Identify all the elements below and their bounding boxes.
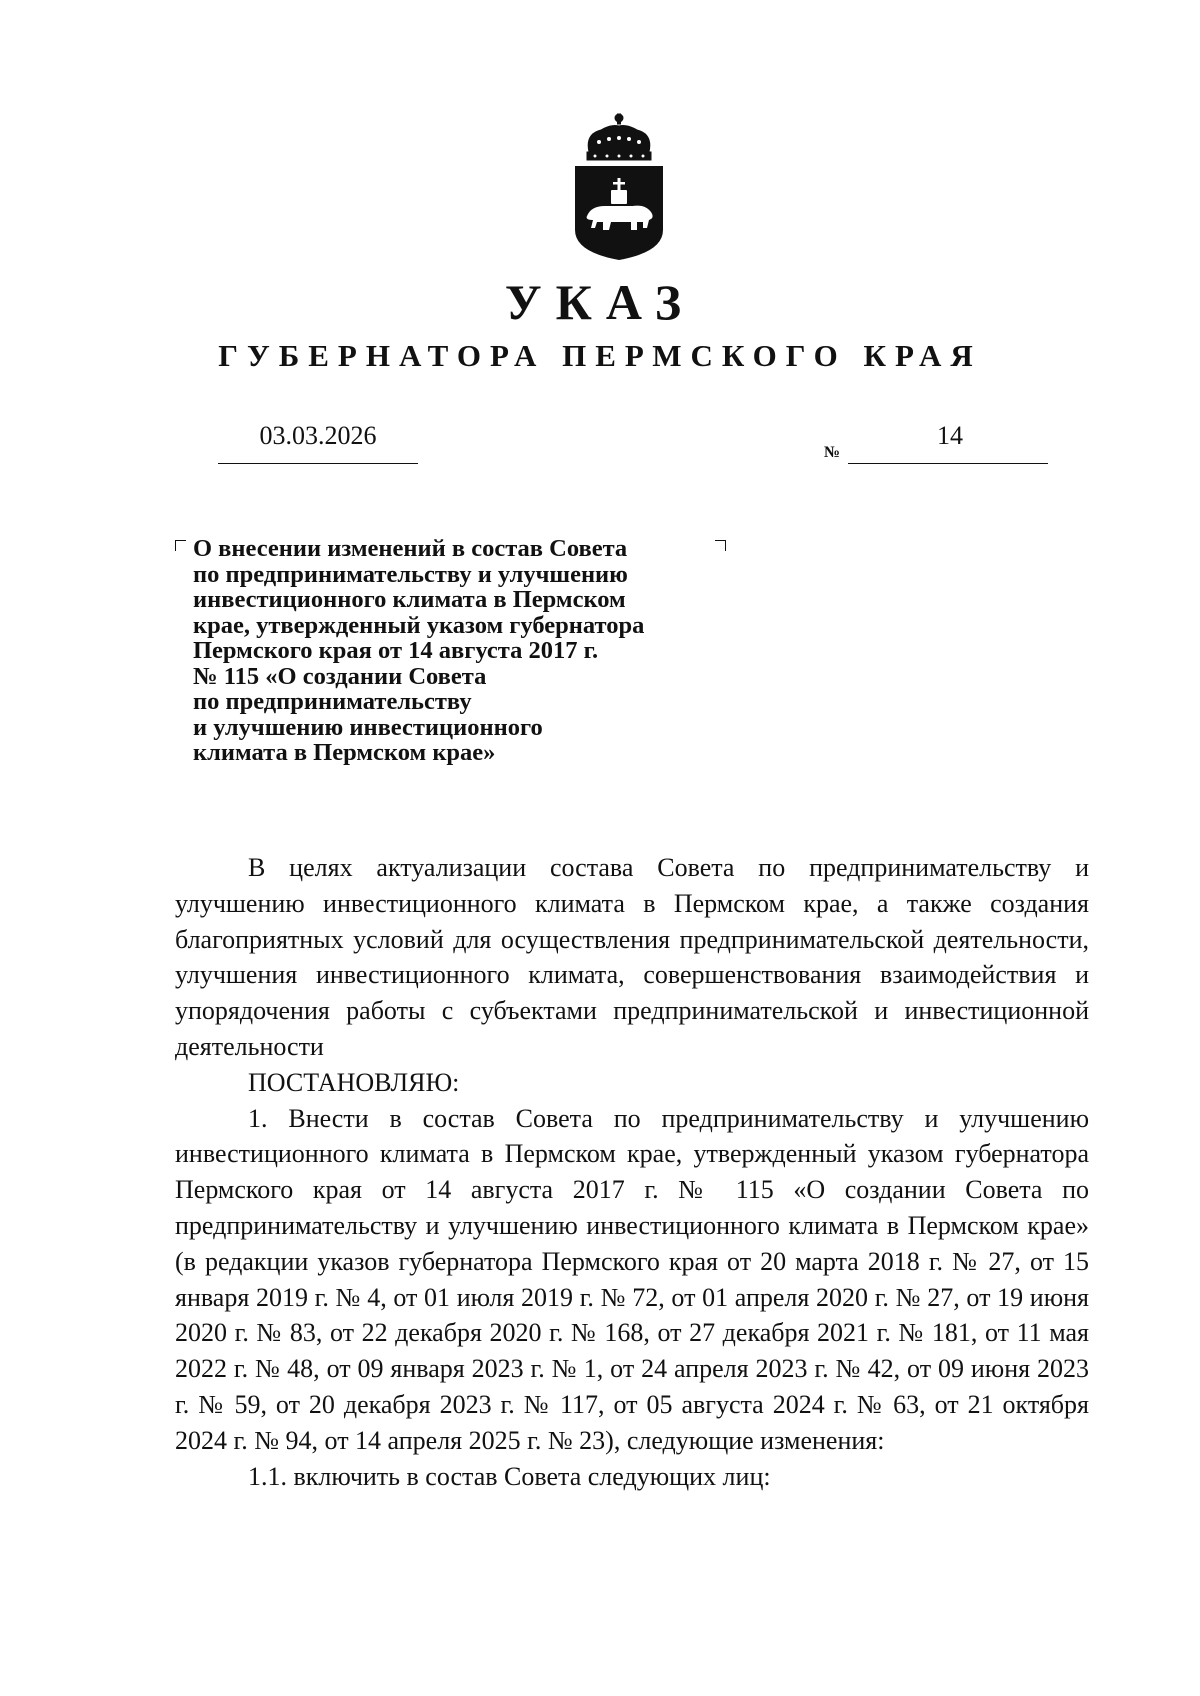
heading-line: по предпринимательству [193, 688, 472, 715]
document-date: 03.03.2026 [259, 421, 377, 450]
heading-line: Пермского края от 14 августа 2017 г. [193, 637, 599, 664]
document-title: УКАЗ [504, 274, 696, 330]
document-heading [193, 536, 753, 766]
number-sign: № [824, 444, 841, 461]
heading-line: климата в Пермском крае» [193, 739, 496, 766]
item-1-paragraph: 1. Внести в состав Совета по предпринимательству и улучшению инвестиционного климата в Пермском крае, утвержденный указом губернатора Пермского края от 14 августа 2017 г. № 115 «О создании Совета по предпринимательству и улучшению инвестиционного климата в Пермском крае» (в редакции указов губернатора Пермского края от 20 марта 2018 г. № 27, от 15 января 2019 г. № 4, от 01 июля 2019 г. № 72, от 01 апреля 2020 г. № 27, от 19 июня 2020 г. № 83, от 22 декабря 2020 г. № 168, от 27 декабря 2021 г. № 181, от 11 мая 2022 г. № 48, от 09 января 2023 г. № 1, от 24 апреля 2023 г. № 42, от 09 июня 2023 г. № 59, от 20 декабря 2023 г. № 117, от 05 августа 2024 г. № 63, от 21 октября 2024 г. № 94, от 14 апреля 2025 г. № 23), следующие изменения: [175, 1103, 1089, 1455]
number-underline [848, 463, 1048, 464]
document-body [175, 850, 1089, 1494]
heading-line: инвестиционного климата в Пермском [193, 586, 626, 613]
heading-bracket-left [175, 540, 186, 551]
document-number: 14 [937, 421, 963, 450]
coat-of-arms-emblem [571, 112, 667, 262]
heading-line: и улучшению инвестиционного [193, 713, 543, 741]
item-1-1-paragraph: 1.1. включить в состав Совета следующих лиц: [248, 1461, 771, 1491]
heading-line: по предпринимательству и улучшению [193, 560, 628, 588]
preamble-paragraph: В целях актуализации состава Совета по предпринимательству и улучшению инвестиционного климата в Пермском крае, а также создания благоприятных условий для осуществления предпринимательской деятельности, улучшения инвестиционного климата, совершенствования взаимодействия и упорядочения работы с субъектами предпринимательской и инвестиционной деятельности [175, 853, 1089, 1061]
date-underline [218, 463, 418, 464]
crown-icon [587, 114, 651, 160]
resolution-keyword: ПОСТАНОВЛЯЮ: [248, 1067, 460, 1097]
heading-line: крае, утвержденный указом губернатора [193, 611, 645, 639]
heading-line: О внесении изменений в состав Совета [193, 535, 628, 562]
heading-line: № 115 «О создании Совета [193, 662, 487, 690]
document-subtitle: ГУБЕРНАТОРА ПЕРМСКОГО КРАЯ [218, 338, 982, 373]
